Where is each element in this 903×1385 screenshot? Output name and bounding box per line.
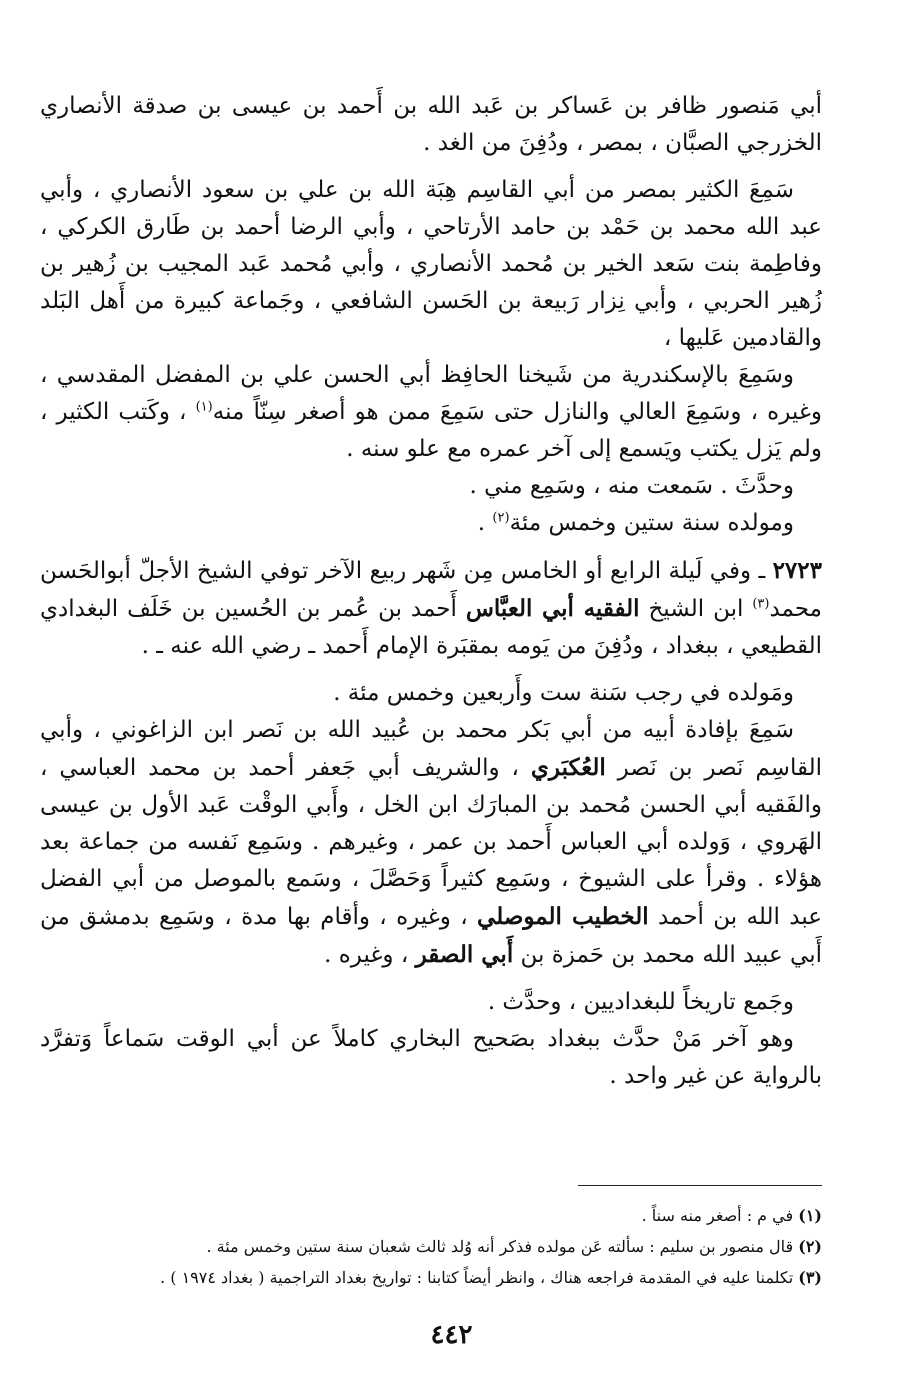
footnote-ref-2: (٢) — [492, 510, 510, 526]
paragraph-text: وحدَّثَ . سَمعت منه ، وسَمِع مني . — [469, 473, 794, 499]
footnote-text: قال منصور بن سليم : سألته عَن مولده فذكر أنه وُلد ثالث شعبان سنة ستين وخمس مئة . — [206, 1237, 799, 1256]
main-text — [40, 88, 822, 1095]
paragraph-text: سَمِعَ بإفادة أبيه من أبي بَكر محمد بن عُبيد الله بن نَصر ابن الزاغوني ، وأبي القاسِم نَصر بن نَصر — [40, 717, 822, 781]
footnote-ref-3: (٣) — [752, 596, 770, 612]
footnote-2 — [40, 1231, 822, 1262]
footnote-number: (١) — [798, 1206, 822, 1225]
paragraph-text: أَحمد بن عُمر بن الحُسين بن خَلَف البغدادي القطيعي ، ببغداد ، ودُفِنَ من يَومه بمقبَرة الإمام أَحمد ـ رضي الله عنه ـ . — [40, 596, 822, 659]
footnote-divider — [578, 1185, 822, 1186]
paragraph-history — [40, 984, 822, 1021]
paragraph-text: . — [477, 510, 493, 536]
paragraph-birth-2 — [40, 675, 822, 712]
page-number: ٤٤٢ — [430, 1320, 473, 1350]
paragraph-text: ، وغيره ، وأقام بها مدة ، وسَمِع بدمشق من أَبي عبيد الله محمد بن حَمزة بن — [40, 904, 822, 968]
paragraph-text: ، والشريف أبي جَعفر أحمد بن محمد العباسي ، والفَقيه أبي الحسن مُحمد بن المبارَك ابن الخل ، وأَبي الوقْت عَبد الأول بن عيسى الهَروي ، وَولده أبي العباس أَحمد بن عمر ، وغيرهم . وسَمِع نَفسه من جماعة بعد هؤلاء . وقرأ على الشيوخ ، وسَمِع كثيراً وَحَصَّلَ ، وسَمع بالموصل من أبي الفضل عبد الله بن أحمد — [40, 755, 822, 930]
paragraph-birth — [40, 505, 822, 542]
paragraph-text: ، وغيره . — [324, 942, 416, 968]
bold-name: أَبي الصقر — [415, 941, 514, 968]
entry-number: ٢٧٢٣ — [772, 557, 822, 584]
paragraph-text: ومَولده في رجب سَنة ست وأَربعين وخمس مئة . — [333, 680, 794, 706]
paragraph-text: أبي مَنصور ظافر بن عَساكر بن عَبد الله بن أَحمد بن عيسى بن صدقة الأنصاري الخزرجي الصبَّان ، بمصر ، ودُفِنَ من الغد . — [40, 93, 822, 156]
paragraph-text: ، وكَتب الكثير ، ولم يَزل يكتب ويَسمع إلى آخر عمره مع علو سنه . — [40, 399, 822, 462]
footnote-number: (٣) — [798, 1268, 822, 1287]
paragraph-heard-in-alexandria — [40, 357, 822, 468]
footnote-number: (٢) — [798, 1237, 822, 1256]
paragraph-text: وسَمِعَ بالإسكندرية من شَيخنا الحافِظ أبي الحسن علي بن المفضل المقدسي ، وغيره ، وسَمِعَ العالي والنازل حتى سَمِعَ ممن هو أصغر سِنّاً منه — [40, 362, 822, 425]
paragraph-text: ـ وفي لَيلة الرابع أو الخامس مِن شَهر ربيع الآخر توفي الشيخ الأجلّ أبوالحَسن محمد — [40, 558, 822, 622]
bold-name: العُكبَري — [530, 754, 606, 781]
paragraph-last-narrator — [40, 1021, 822, 1095]
paragraph-text: ومولده سنة ستين وخمس مئة — [509, 510, 794, 536]
paragraph-opening — [40, 88, 822, 162]
paragraph-heard-in-egypt — [40, 172, 822, 357]
paragraph-text: ابن الشيخ — [639, 596, 753, 622]
bold-name: الفقيه أبي العبَّاس — [465, 595, 640, 622]
footnote-text: تكلمنا عليه في المقدمة فراجعه هناك ، وانظر أيضاً كتابنا : تواريخ بغداد التراجمية ( بغداد ١٩٧٤ ) . — [160, 1268, 799, 1287]
footnote-ref-1: (١) — [195, 399, 213, 415]
paragraph-text: وجَمع تاريخاً للبغداديين ، وحدَّث . — [487, 989, 794, 1015]
paragraph-teachers — [40, 712, 822, 974]
paragraph-text: سَمِعَ الكثير بمصر من أبي القاسِم هِبَة الله بن علي بن سعود الأنصاري ، وأبي عبد الله محمد بن حَمْد بن حامد الأرتاحي ، وأبي الرضا أحمد بن طَارق الكركي ، وفاطِمة بنت سَعد الخير بن مُحمد الأنصاري ، وأبي مُحمد عَبد المجيب بن زُهير بن زُهير الحربي ، وأبي نِزار رَبيعة بن الحَسن الشافعي ، وجَماعة كبيرة من أَهل البَلد والقادمين عَليها ، — [40, 177, 822, 351]
footnote-1 — [40, 1200, 822, 1231]
paragraph-text: وهو آخر مَنْ حدَّث ببغداد بصَحيح البخاري كاملاً عن أبي الوقت سَماعاً وَتفرَّد بالرواية عن غير واحد . — [40, 1026, 822, 1089]
bold-name: الخطيب الموصلي — [477, 903, 649, 930]
footnotes — [40, 1200, 822, 1293]
footnote-text: في م : أصغر منه سناً . — [641, 1206, 799, 1225]
footnote-3 — [40, 1262, 822, 1293]
entry-2723 — [40, 552, 822, 665]
paragraph-narrated — [40, 468, 822, 505]
